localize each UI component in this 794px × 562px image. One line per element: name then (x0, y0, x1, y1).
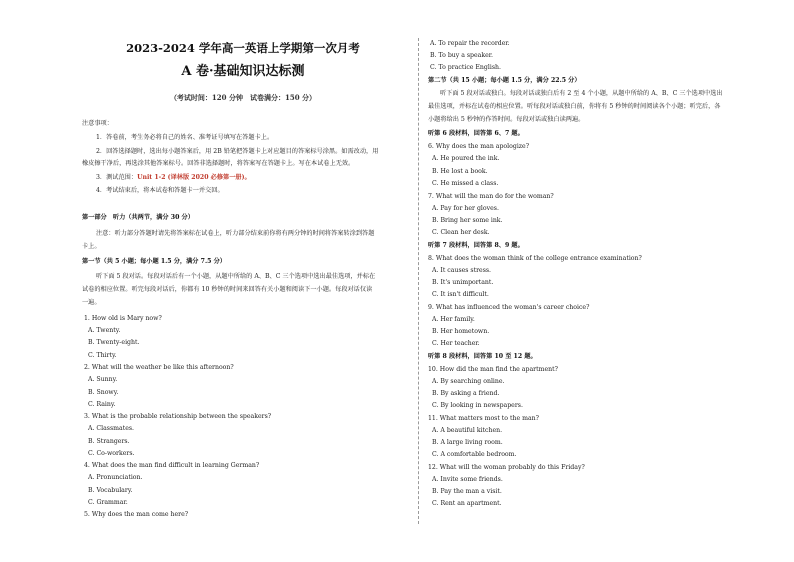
option: B. He lost a book. (432, 168, 488, 175)
section1-c: 一遍。 (82, 299, 101, 306)
option: B. Strangers. (88, 438, 130, 445)
note-4: 4．考试结束后，将本试卷和答题卡一并交回。 (96, 187, 224, 194)
option: A. Sunny. (88, 376, 118, 383)
exam-title: 2023-2024 学年高一英语上学期第一次月考 (126, 41, 360, 55)
option: B. Vocabulary. (88, 487, 133, 494)
option: A. He poured the ink. (432, 155, 500, 162)
option: B. Pay the man a visit. (432, 488, 502, 495)
section1-b: 试卷的相应位置。听完每段对话后，你都有 10 秒钟的时间来回答有关小题和阅读下一小题。每段对话仅读 (82, 286, 373, 293)
test-range: Unit 1-2 (译林版 2020 必修第一册)。 (137, 174, 251, 181)
note-2b: 橡皮擦干净后，再选涂其他答案标号。回答非选择题时，将答案写在答题卡上。写在本试卷上无效。 (82, 160, 355, 167)
question-3: 3. What is the probable relationship between the speakers? (84, 413, 272, 420)
section2-b: 最佳选项，并标在试卷的相应位置。听每段对话或独白前，你将有 5 秒钟的时间阅读各个小题；听完后，各 (428, 103, 721, 110)
note-2a: 2．回答选择题时，选出每小题答案后，用 2B 铅笔把答题卡上对应题目的答案标号涂黑。如需改动，用 (96, 148, 379, 155)
part1-intro-b: 卡上。 (82, 243, 101, 250)
question-10: 10. How did the man find the apartment? (428, 366, 558, 373)
option: C. He missed a class. (432, 180, 499, 187)
option: B. It's unimportant. (432, 279, 494, 286)
exam-subtitle: A 卷·基础知识达标测 (181, 64, 305, 79)
option: A. To repair the recorder. (430, 40, 510, 47)
option: B. A large living room. (432, 439, 503, 446)
option: C. By looking in newspapers. (432, 402, 523, 409)
option: C. To practice English. (430, 64, 501, 71)
option: C. Rent an apartment. (432, 500, 502, 507)
option: C. A comfortable bedroom. (432, 451, 517, 458)
material-6: 听第 6 段材料，回答第 6、7 题。 (428, 130, 524, 137)
section2-a: 听下面 5 段对话或独白。每段对话或独白后有 2 至 4 个小题，从题中所给的 A、B、C 三个选项中选出 (440, 90, 723, 97)
question-7: 7. What will the man do for the woman? (428, 193, 554, 200)
part1-heading: 第一部分 听力（共两节，满分 30 分） (82, 214, 194, 221)
section1-a: 听下面 5 段对话。每段对话后有一个小题，从题中所给的 A、B、C 三个选项中选出最佳选项，并标在 (96, 273, 376, 280)
note-1: 1．答卷前，考生务必将自己的姓名、准考证号填写在答题卡上。 (96, 134, 274, 141)
option: B. Her hometown. (432, 328, 490, 335)
question-5: 5. Why does the man come here? (84, 511, 189, 518)
question-4: 4. What does the man find difficult in learning German? (84, 462, 260, 469)
option: C. Clean her desk. (432, 229, 490, 236)
note-3: 3．测试范围：Unit 1-2 (译林版 2020 必修第一册)。 (96, 174, 251, 181)
option: C. Grammar. (88, 499, 128, 506)
question-12: 12. What will the woman probably do this Friday? (428, 464, 585, 471)
question-11: 11. What matters most to the man? (428, 415, 539, 422)
section1-heading: 第一节（共 5 小题；每小题 1.5 分，满分 7.5 分） (82, 258, 226, 265)
option: A. A beautiful kitchen. (432, 427, 503, 434)
option: C. Thirty. (88, 352, 117, 359)
option: C. Co-workers. (88, 450, 135, 457)
option: C. Her teacher. (432, 340, 480, 347)
question-8: 8. What does the woman think of the college entrance examination? (428, 255, 642, 262)
option: B. Snowy. (88, 389, 119, 396)
option: A. Classmates. (88, 425, 135, 432)
option: A. Pay for her gloves. (432, 205, 499, 212)
option: C. Rainy. (88, 401, 116, 408)
option: B. To buy a speaker. (430, 52, 494, 59)
option: A. Her family. (432, 316, 475, 323)
question-2: 2. What will the weather be like this afternoon? (84, 364, 234, 371)
option: B. Twenty-eight. (88, 339, 140, 346)
option: B. Bring her some ink. (432, 217, 503, 224)
question-9: 9. What has influenced the woman's career choice? (428, 304, 590, 311)
column-divider (418, 38, 419, 524)
exam-info: （考试时间：120 分钟 试卷满分：150 分） (169, 93, 317, 102)
material-8: 听第 8 段材料，回答第 10 至 12 题。 (428, 353, 537, 360)
material-7: 听第 7 段材料，回答第 8、9 题。 (428, 242, 524, 249)
notes-heading: 注意事项： (82, 120, 113, 127)
option: A. Pronunciation. (88, 474, 143, 481)
option: C. It isn't difficult. (432, 291, 489, 298)
option: A. Invite some friends. (432, 476, 503, 483)
option: B. By asking a friend. (432, 390, 500, 397)
question-1: 1. How old is Mary now? (84, 315, 162, 322)
option: A. By searching online. (432, 378, 505, 385)
option: A. Twenty. (88, 327, 121, 334)
part1-intro-a: 注意：听力部分答题时请先将答案标在试卷上，听力部分结束前你将有两分钟的时间将答案转涂到答题 (96, 230, 375, 237)
question-6: 6. Why does the man apologize? (428, 143, 530, 150)
section2-heading: 第二节（共 15 小题；每小题 1.5 分，满分 22.5 分） (428, 77, 581, 84)
section2-c: 小题将给出 5 秒钟的作答时间。每段对话或独白读两遍。 (428, 116, 585, 123)
option: A. It causes stress. (432, 267, 492, 274)
